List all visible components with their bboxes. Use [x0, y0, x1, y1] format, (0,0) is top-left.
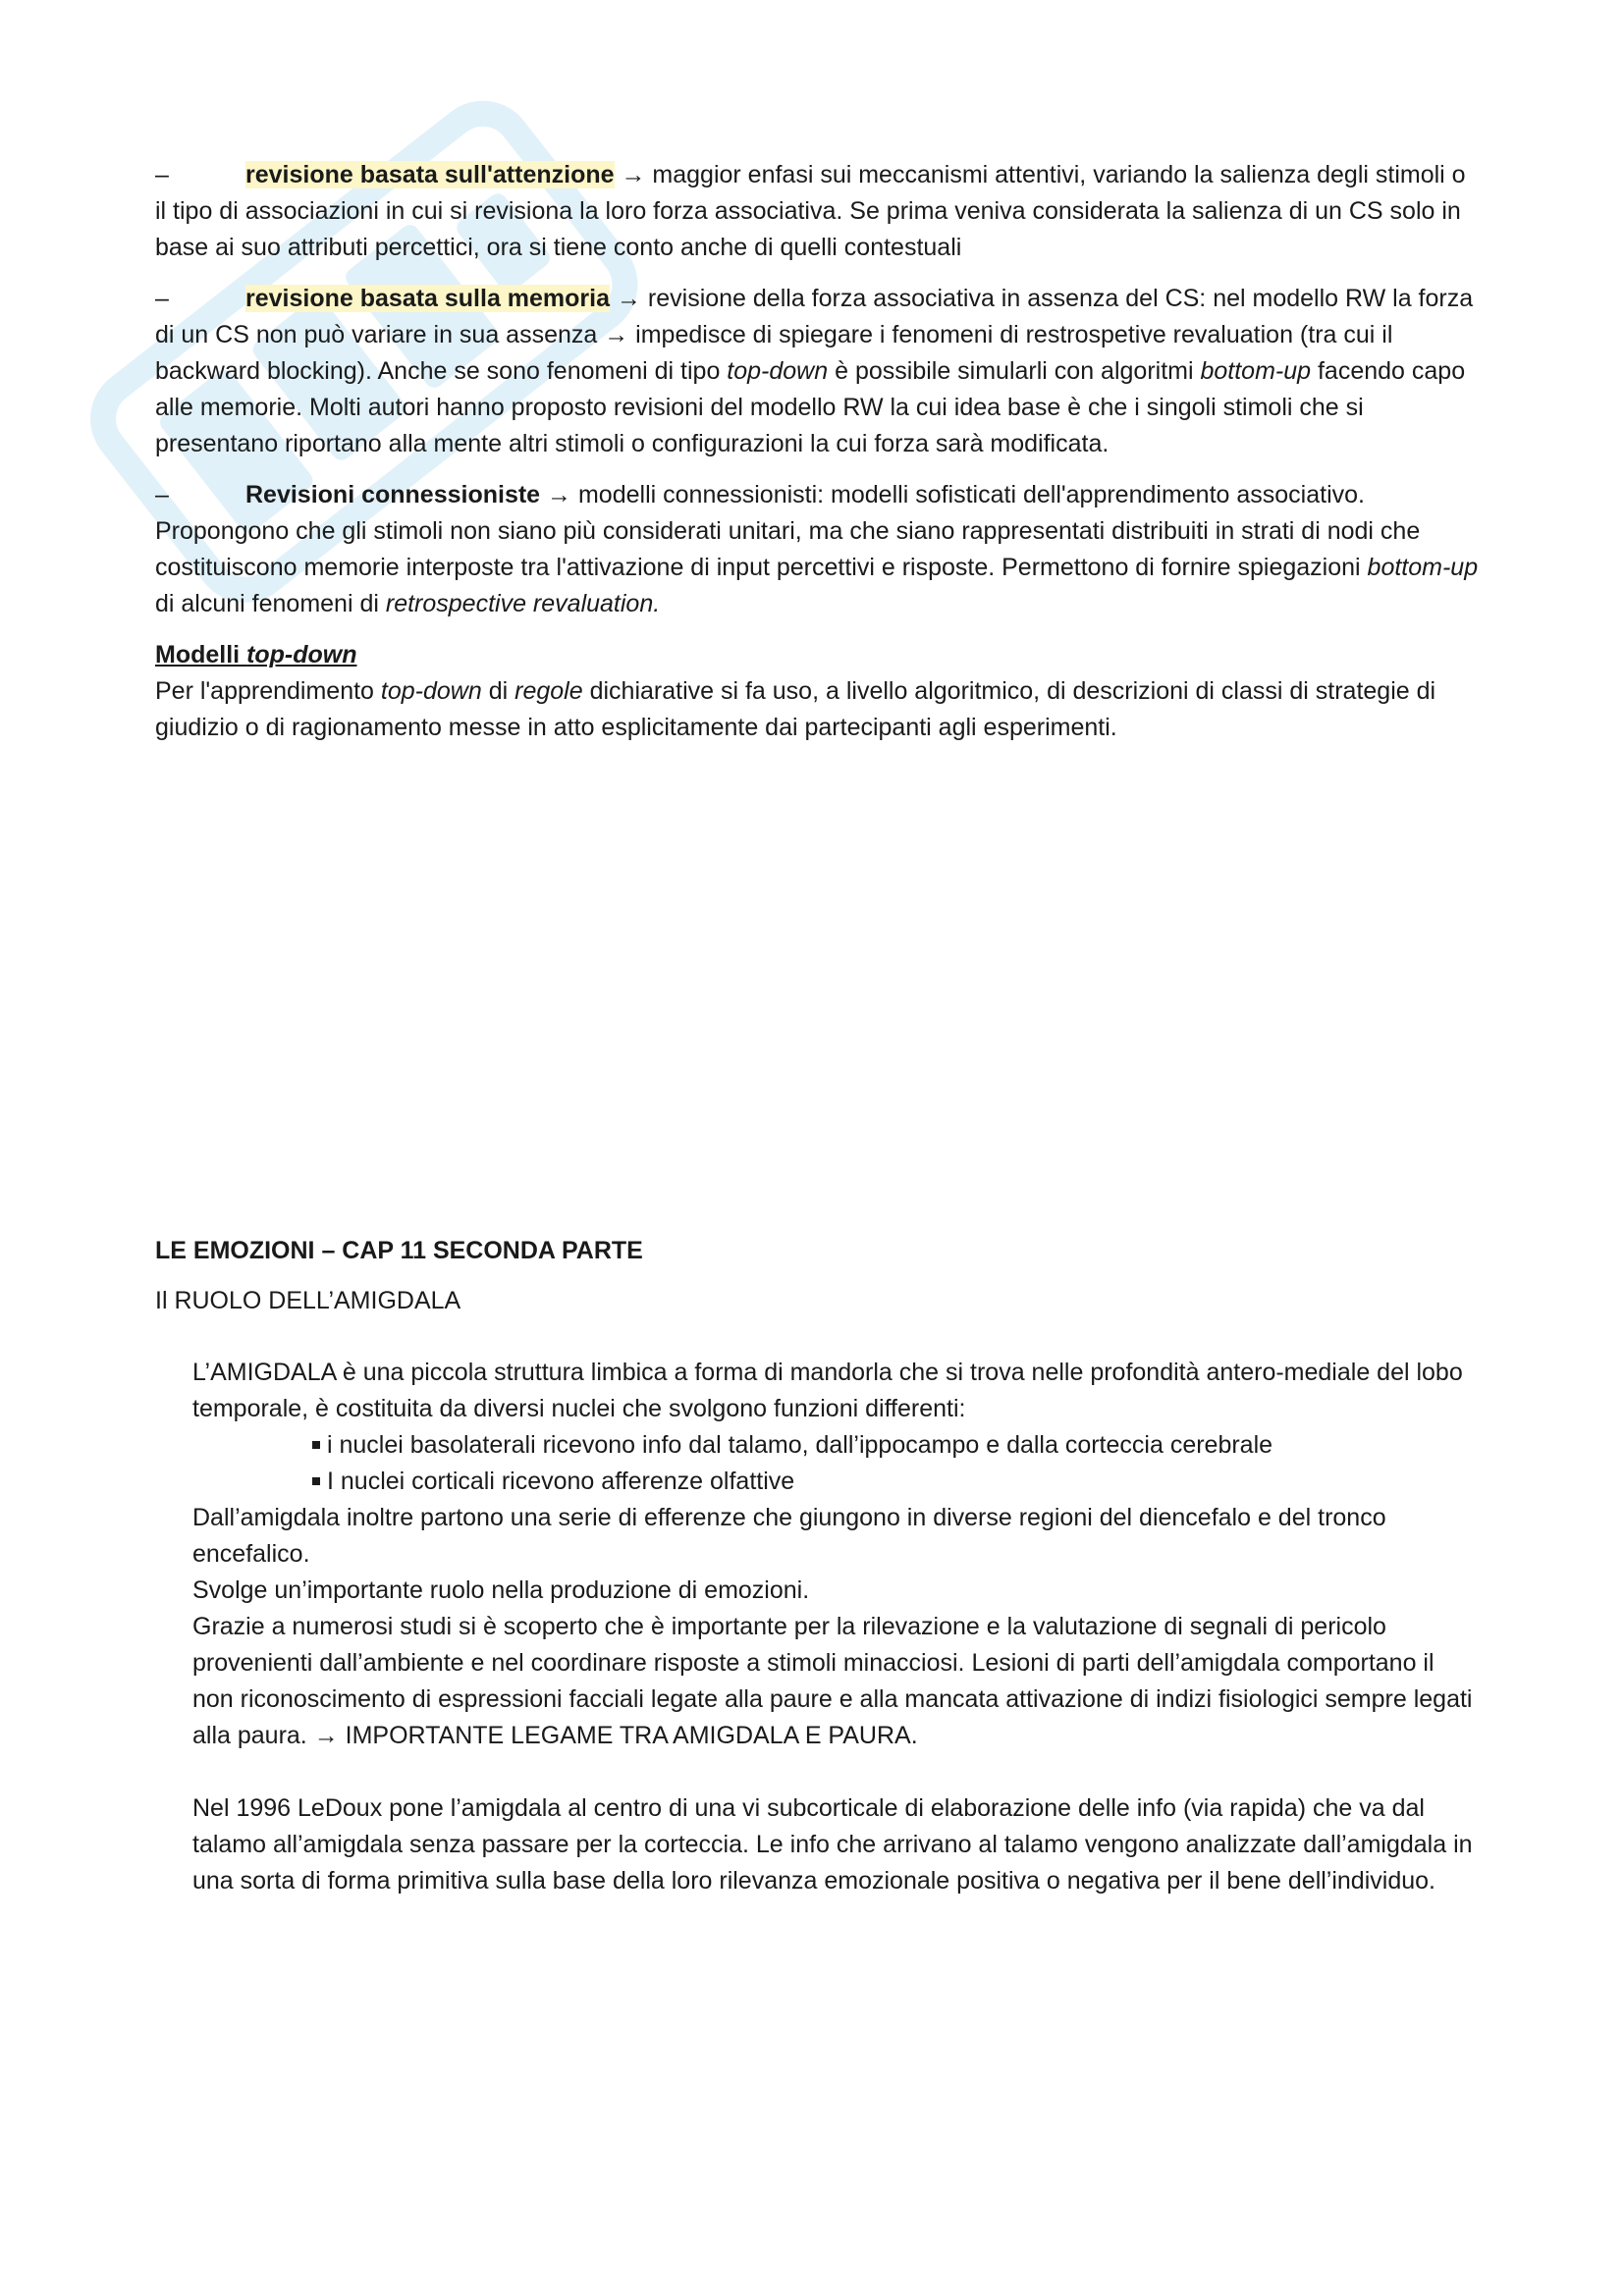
item-em: top-down	[727, 357, 829, 385]
item-text: di alcuni fenomeni di	[155, 590, 386, 617]
item-attention	[155, 157, 1481, 266]
paragraph-em: regole	[514, 677, 583, 705]
document-page	[155, 157, 1481, 1899]
item-connectionist	[155, 477, 1481, 622]
dash-bullet: –	[155, 285, 169, 312]
paragraph: Grazie a numerosi studi si è scoperto che è importante per la rilevazione e la valutazione di segnali di pericolo provenienti dall’ambiente e nel coordinare risposte a stimoli minacciosi. Lesioni di parti dell’amigdala comportano il non riconoscimento di espressioni facciali legate alla paure e alla mancata attivazione di indizi fisiologici sempre legati alla paura. → IMPORTANTE LEGAME TRA AMIGDALA E PAURA.	[192, 1613, 1473, 1749]
item-em: bottom-up	[1367, 554, 1479, 581]
paragraph-text: di	[481, 677, 515, 705]
item-text: → revisione della forza associativa in assenza del CS: nel modello RW la forza di un CS non può variare in sua assenza → impedisce di spiegare i fenomeni di restrospetive revaluation (tra cui il backward blocking). Anche se sono fenomeni di tipo	[155, 285, 1474, 385]
item-text: facendo capo alle memorie. Molti autori hanno proposto revisioni del modello RW la cui idea base è che i singoli stimoli che si presentano riportano alla mente altri stimoli o configurazioni la cui forza sarà modificata.	[155, 357, 1466, 457]
paragraph-text: Per l'apprendimento	[155, 677, 381, 705]
square-bullet-icon	[312, 1477, 320, 1485]
paragraph: Nel 1996 LeDoux pone l’amigdala al centro di una vi subcorticale di elaborazione delle info (via rapida) che va dal talamo all’amigdala senza passare per la corteccia. Le info che arrivano al talamo vengono analizzate dall’amigdala in una sorta di forma primitiva sulla base della loro rilevanza emozionale positiva o negativa per il bene dell’individuo.	[192, 1794, 1473, 1895]
square-bullet-icon	[312, 1441, 320, 1449]
paragraph: Dall’amigdala inoltre partono una serie di efferenze che giungono in diverse regioni del diencefalo e del tronco encefalico.	[192, 1504, 1386, 1568]
amygdala-intro: L’AMIGDALA è una piccola struttura limbica a forma di mandorla che si trova nelle profondità antero-mediale del lobo temporale, è costituita da diversi nuclei che svolgono funzioni differenti:	[192, 1359, 1463, 1422]
amygdala-block	[192, 1355, 1481, 1899]
item-memory	[155, 281, 1481, 462]
item-em: bottom-up	[1200, 357, 1312, 385]
subheading-text: Modelli	[155, 641, 247, 668]
list-item	[312, 1464, 1481, 1500]
blank-space	[155, 746, 1481, 1233]
top-down-paragraph	[155, 673, 1481, 746]
list-item	[312, 1427, 1481, 1464]
item-text: è possibile simularli con algoritmi	[828, 357, 1201, 385]
item-title: Revisioni connessioniste	[245, 481, 541, 508]
item-title: revisione basata sull'attenzione	[245, 161, 615, 188]
list-item-text: i nuclei basolaterali ricevono info dal talamo, dall’ippocampo e dalla corteccia cerebrale	[327, 1431, 1273, 1459]
paragraph-em: top-down	[380, 677, 482, 705]
item-em: retrospective revaluation.	[385, 590, 661, 617]
item-title: revisione basata sulla memoria	[245, 285, 611, 312]
section-title: LE EMOZIONI – CAP 11 SECONDA PARTE	[155, 1237, 643, 1264]
list-item-text: I nuclei corticali ricevono afferenze olfattive	[327, 1468, 795, 1495]
subheading-em: top-down	[246, 641, 357, 668]
subheading-top-down	[155, 637, 1481, 673]
section-subtitle: Il RUOLO DELL’AMIGDALA	[155, 1287, 461, 1314]
dash-bullet: –	[155, 161, 169, 188]
paragraph: Svolge un’importante ruolo nella produzione di emozioni.	[192, 1576, 810, 1604]
dash-bullet: –	[155, 481, 169, 508]
paragraph-text: dichiarative si fa uso, a livello algoritmico, di descrizioni di classi di strategie di giudizio o di ragionamento messe in atto esplicitamente dai partecipanti agli esperimenti.	[155, 677, 1436, 741]
item-text: → maggior enfasi sui meccanismi attentivi, variando la salienza degli stimoli o il tipo di associazioni in cui si revisiona la loro forza associativa. Se prima veniva considerata la salienza di un CS solo in base ai suo attributi percettici, ora si tiene conto anche di quelli contestuali	[155, 161, 1466, 261]
item-text: → modelli connessionisti: modelli sofisticati dell'apprendimento associativo. Propongono che gli stimoli non siano più considerati unitari, ma che siano rappresentati distribuiti in strati di nodi che costituiscono memorie interposte tra l'attivazione di input percettivi e risposte. Permettono di fornire spiegazioni	[155, 481, 1421, 581]
